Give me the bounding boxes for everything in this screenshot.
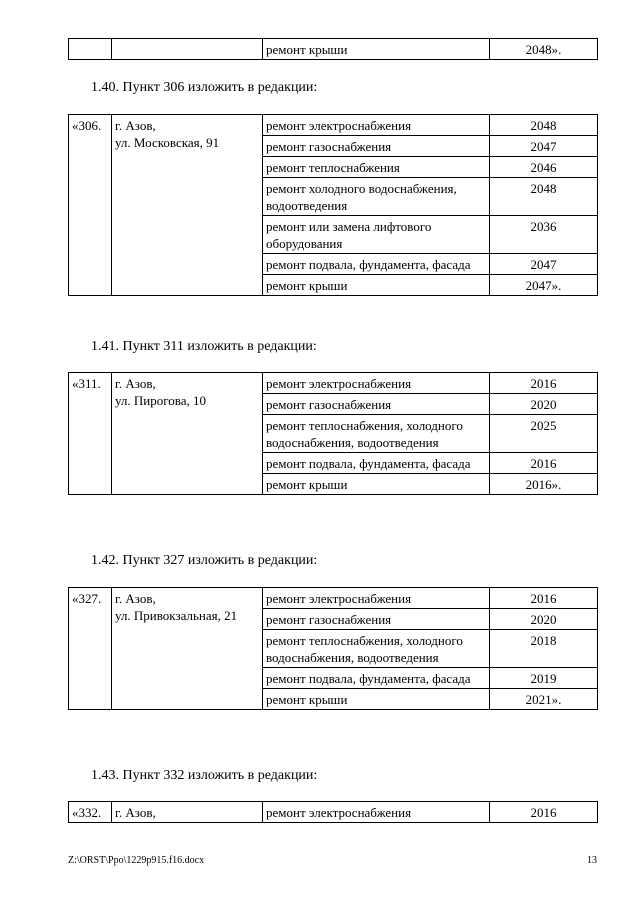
work-type-cell: ремонт электроснабжения [263, 373, 490, 394]
address-cell [112, 39, 263, 60]
number-cell [69, 39, 112, 60]
year-cell: 2047 [490, 136, 598, 157]
item-table-332 [68, 801, 598, 823]
item-table-311 [68, 372, 598, 495]
item-number: «332. [69, 802, 112, 823]
work-type-cell: ремонт холодного водоснабжения, водоотведения [263, 178, 490, 216]
section-heading: 1.41. Пункт 311 изложить в редакции: [91, 339, 317, 354]
section-heading: 1.43. Пункт 332 изложить в редакции: [91, 768, 318, 783]
address-city: г. Азов, [115, 805, 156, 820]
year-cell: 2016 [490, 588, 598, 609]
year-cell: 2048 [490, 115, 598, 136]
work-type-cell: ремонт крыши [263, 474, 490, 495]
continuation-table [68, 38, 598, 60]
work-type-cell: ремонт крыши [263, 275, 490, 296]
year-cell: 2016». [490, 474, 598, 495]
item-number: «327. [69, 588, 112, 710]
section-heading: 1.42. Пункт 327 изложить в редакции: [91, 553, 318, 568]
address-street: ул. Московская, 91 [115, 135, 220, 150]
year-cell: 2016 [490, 802, 598, 823]
item-address [112, 802, 263, 823]
item-table-327 [68, 587, 598, 710]
year-cell: 2036 [490, 216, 598, 254]
address-city: г. Азов, [115, 591, 156, 606]
work-type-cell: ремонт подвала, фундамента, фасада [263, 254, 490, 275]
work-type-cell: ремонт подвала, фундамента, фасада [263, 453, 490, 474]
work-type-cell: ремонт электроснабжения [263, 802, 490, 823]
item-address [112, 373, 263, 495]
item-number: «306. [69, 115, 112, 296]
table-row [69, 588, 598, 609]
year-cell: 2019 [490, 668, 598, 689]
work-type-cell: ремонт теплоснабжения [263, 157, 490, 178]
year-cell: 2047». [490, 275, 598, 296]
year-cell: 2016 [490, 373, 598, 394]
item-number: «311. [69, 373, 112, 495]
work-type-cell: ремонт теплоснабжения, холодного водоснабжения, водоотведения [263, 415, 490, 453]
table-row [69, 115, 598, 136]
work-type-cell: ремонт электроснабжения [263, 588, 490, 609]
work-type-cell: ремонт подвала, фундамента, фасада [263, 668, 490, 689]
work-type-cell: ремонт теплоснабжения, холодного водоснабжения, водоотведения [263, 630, 490, 668]
table-row [69, 39, 598, 60]
year-cell: 2016 [490, 453, 598, 474]
item-address [112, 115, 263, 296]
address-street: ул. Пирогова, 10 [115, 393, 207, 408]
work-type-cell: ремонт газоснабжения [263, 136, 490, 157]
address-city: г. Азов, [115, 118, 156, 133]
year-cell: 2046 [490, 157, 598, 178]
address-street: ул. Привокзальная, 21 [115, 608, 238, 623]
year-cell: 2018 [490, 630, 598, 668]
year-cell: 2020 [490, 394, 598, 415]
item-address [112, 588, 263, 710]
year-cell: 2025 [490, 415, 598, 453]
address-city: г. Азов, [115, 376, 156, 391]
file-path-footer: Z:\ORST\Ppo\1229p915.f16.docx [68, 855, 205, 866]
table-row [69, 802, 598, 823]
work-type-cell: ремонт крыши [263, 39, 490, 60]
page-number: 13 [587, 855, 597, 866]
item-table-306 [68, 114, 598, 296]
work-type-cell: ремонт или замена лифтового оборудования [263, 216, 490, 254]
work-type-cell: ремонт газоснабжения [263, 394, 490, 415]
year-cell: 2047 [490, 254, 598, 275]
year-cell: 2021». [490, 689, 598, 710]
year-cell: 2048». [490, 39, 598, 60]
year-cell: 2020 [490, 609, 598, 630]
section-heading: 1.40. Пункт 306 изложить в редакции: [91, 80, 318, 95]
year-cell: 2048 [490, 178, 598, 216]
table-row [69, 373, 598, 394]
work-type-cell: ремонт газоснабжения [263, 609, 490, 630]
work-type-cell: ремонт крыши [263, 689, 490, 710]
work-type-cell: ремонт электроснабжения [263, 115, 490, 136]
